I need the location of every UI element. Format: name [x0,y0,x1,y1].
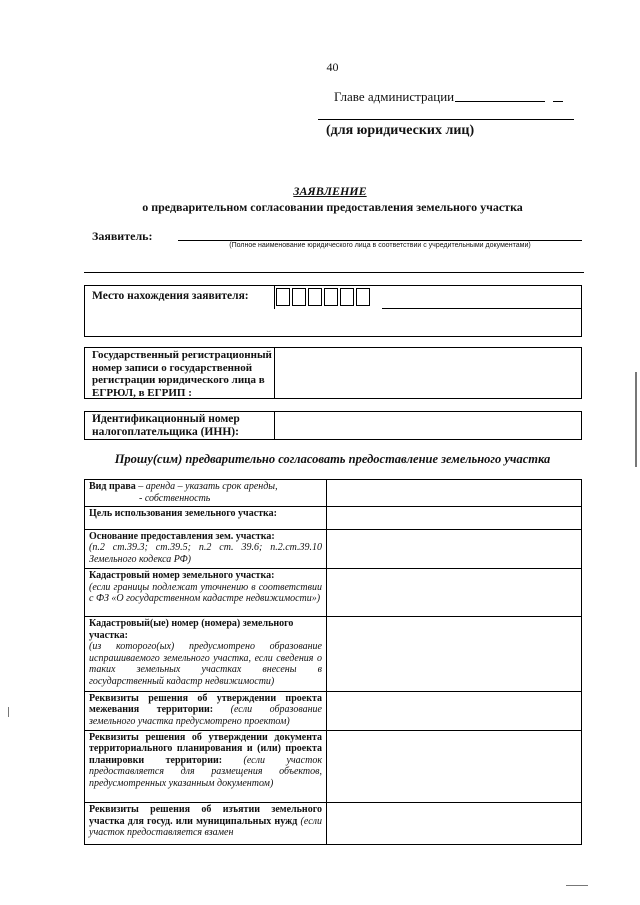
egrul-label: Государственный регистрационный номер записи о государственной регистрации юридического лица в ЕГРЮЛ, в ЕГРИП : [92,349,272,399]
basis-hint: (п.2 ст.39.3; ст.39.5; п.2 ст. 39.6; п.2.ст.39.10 Земельного кодекса РФ) [89,542,322,565]
table-row [85,529,582,568]
survey-project-label: Реквизиты решения об утверждении проекта межевания территории: [89,692,322,716]
row-label-cell [85,480,327,507]
scan-edge-mark [635,372,637,467]
postcode-cell[interactable] [292,288,306,306]
addressee-blank-line [455,101,545,102]
right-type-value[interactable] [327,480,582,507]
addressee-blank-line [553,101,563,102]
right-type-hint: – аренда – указать срок аренды, [135,481,278,492]
applicant-name-field[interactable] [178,240,582,241]
row-label-cell [85,617,327,692]
document-subtitle: о предварительном согласовании предоставления земельного участка [142,200,523,214]
basis-label: Основание предоставления зем. участка: [89,530,275,542]
table-row [85,506,582,529]
row-label-cell [85,506,327,529]
inn-divider [274,411,275,440]
seizure-decision-hint: (если участок предоставляется взамен [89,815,322,839]
document-title: ЗАЯВЛЕНИЕ [293,184,367,198]
location-label: Место нахождения заявителя: [92,290,249,302]
table-row [85,480,582,507]
table-row [85,803,582,845]
page-number: 40 [326,60,339,74]
postcode-cell[interactable] [324,288,338,306]
basis-value[interactable] [327,529,582,568]
table-row [85,617,582,692]
planning-document-hint: (если участок предоставляется для размещения объектов, предусмотренных указанным документом) [89,754,322,789]
legal-entity-subtitle: (для юридических лиц) [326,123,475,138]
inn-label: Идентификационный номер налогоплательщика (ИНН): [92,413,240,438]
location-address-field[interactable] [382,308,582,309]
request-text: Прошу(сим) предварительно согласовать предоставление земельного участка [114,452,551,466]
scan-edge-mark [566,885,588,886]
addressee-blank-line [318,119,574,120]
row-label-cell [85,730,327,803]
applicant-name-field-continued[interactable] [84,272,584,273]
planning-document-label: Реквизиты решения об утверждении документа территориального планирования и (или) проекта планировки территории: [89,731,322,766]
location-divider [274,285,275,309]
survey-project-value[interactable] [327,691,582,730]
cadastral-number-value[interactable] [327,569,582,617]
postcode-cell[interactable] [356,288,370,306]
applicant-hint: (Полное наименование юридического лица в соответствии с учредительными документами) [229,242,531,249]
applicant-label: Заявитель: [92,229,153,243]
scan-edge-mark [8,707,9,717]
table-row [85,691,582,730]
table-row [85,569,582,617]
row-label-cell [85,529,327,568]
row-label-cell [85,569,327,617]
planning-document-value[interactable] [327,730,582,803]
egrul-divider [274,347,275,399]
cadastral-number-label: Кадастровый номер земельного участка: [89,570,275,582]
postcode-cell[interactable] [276,288,290,306]
right-type-label: Вид права [89,481,136,492]
table-row [85,730,582,803]
request-table [84,479,582,845]
purpose-value[interactable] [327,506,582,529]
purpose-label: Цель использования земельного участка: [89,507,277,519]
addressee: Главе администрации [334,89,455,104]
right-type-hint-ownership: - собственность [139,492,211,504]
postcode-cell[interactable] [340,288,354,306]
source-cadastral-numbers-value[interactable] [327,617,582,692]
seizure-decision-label: Реквизиты решения об изъятии земельного участка для госуд. или муниципальных нужд [89,804,322,827]
survey-project-hint: (если образование земельного участка предусмотрено проектом) [89,704,322,727]
cadastral-number-hint: (если границы подлежат уточнению в соответствии с ФЗ «О государственном кадастре недвижимости») [89,581,322,605]
postcode-cell[interactable] [308,288,322,306]
source-cadastral-numbers-label: Кадастровый(ые) номер (номера) земельного участка: [89,618,294,641]
row-label-cell [85,803,327,845]
seizure-decision-value[interactable] [327,803,582,845]
row-label-cell [85,691,327,730]
source-cadastral-numbers-hint: (из которого(ых) предусмотрено образование испрашиваемого земельного участка, если сведения о таких земельных участках внесены в государственный кадастр недвижимости) [89,641,322,687]
